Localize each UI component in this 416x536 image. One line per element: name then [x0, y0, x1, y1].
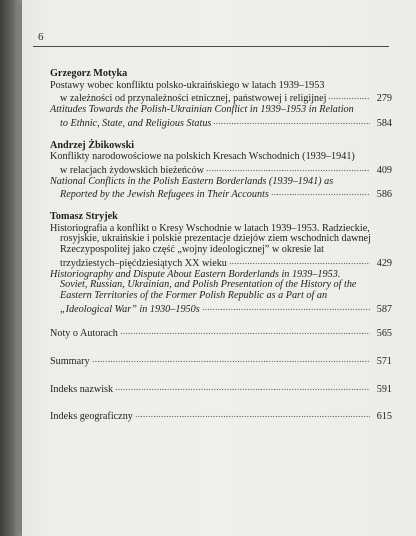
page-reference: 591	[376, 383, 392, 395]
toc-entry	[50, 382, 392, 396]
page-reference: 429	[376, 257, 392, 269]
table-of-contents	[50, 69, 392, 437]
toc-line-text: Noty o Autorach	[50, 328, 118, 340]
toc-section	[50, 212, 392, 315]
page-reference: 584	[376, 117, 392, 129]
toc-line-text: Indeks nazwisk	[50, 383, 114, 395]
toc-line-text: rosyjskie, ukraińskie i polskie prezentacje dziejów ziem wschodnich dawnej	[60, 233, 371, 245]
toc-line	[50, 163, 392, 177]
toc-line	[50, 302, 392, 316]
toc-sections	[50, 69, 392, 315]
toc-line-text: Soviet, Russian, Ukrainian, and Polish Presentation of the History of the	[60, 279, 357, 291]
page-reference: 586	[376, 189, 392, 201]
book-spine-edge	[0, 0, 22, 536]
page-reference: 571	[376, 356, 392, 368]
author-name: Andrzej Żbikowski	[50, 139, 135, 151]
author-name: Grzegorz Motyka	[50, 68, 128, 79]
toc-line-text: Attitudes Towards the Polish-Ukrainian Conflict in 1939–1953 in Relation	[50, 104, 354, 116]
toc-line-text: Indeks geograficzny	[50, 411, 133, 423]
page-reference: 279	[376, 93, 392, 105]
dot-leader	[229, 255, 370, 265]
toc-line-text: Konflikty narodowościowe na polskich Kresach Wschodnich (1939–1941)	[50, 151, 355, 163]
toc-line-text: Eastern Territories of the Former Polish Republic as a Part of an	[60, 289, 328, 301]
dot-leader	[213, 115, 370, 125]
header-rule	[33, 46, 389, 47]
page-reference: 409	[376, 164, 392, 176]
author-name: Tomasz Stryjek	[50, 211, 118, 223]
toc-line-text: Reported by the Jewish Refugees in Their Accounts	[60, 189, 269, 201]
toc-line	[50, 256, 392, 270]
toc-line	[50, 187, 392, 201]
page-reference: 587	[376, 303, 392, 315]
toc-line	[50, 91, 392, 105]
dot-leader	[135, 408, 370, 418]
toc-entry	[50, 354, 392, 368]
toc-line-text: Postawy wobec konfliktu polsko-ukraińskiego w latach 1939–1953	[50, 79, 325, 91]
toc-line-text: to Ethnic, State, and Religious Status	[60, 117, 212, 129]
toc-entries	[50, 326, 392, 423]
toc-line-text: Historiography and Dispute About Eastern Borderlands in 1939–1953.	[50, 268, 341, 280]
toc-entry	[50, 326, 392, 340]
toc-line-text: „Ideological War” in 1930–1950s	[60, 303, 200, 315]
dot-leader	[92, 353, 370, 363]
toc-section	[50, 141, 392, 202]
toc-line-text: w zależności od przynależności etnicznej, państwowej i religijnej	[60, 93, 327, 105]
toc-line-text: trzydziestych–pięćdziesiątych XX wieku	[60, 257, 227, 269]
toc-line-text: Rzeczypospolitej jako część „wojny ideologicznej” w okresie lat	[60, 244, 324, 256]
toc-entry	[50, 409, 392, 423]
toc-line-text: Summary	[50, 356, 90, 368]
dot-leader	[115, 381, 370, 391]
page-number: 6	[38, 31, 44, 43]
toc-line	[50, 116, 392, 130]
toc-section	[50, 69, 392, 130]
dot-leader	[271, 186, 370, 196]
page-reference: 565	[376, 328, 392, 340]
dot-leader	[206, 162, 370, 172]
toc-line-text: w relacjach żydowskich bieżeńców	[60, 164, 204, 176]
dot-leader	[120, 325, 370, 335]
page-reference: 615	[376, 411, 392, 423]
dot-leader	[328, 90, 370, 100]
dot-leader	[202, 301, 370, 311]
toc-line-text: National Conflicts in the Polish Eastern Borderlands (1939–1941) as	[50, 175, 334, 187]
toc-line-text: Historiografia a konflikt o Kresy Wschodnie w latach 1939–1953. Radzieckie,	[50, 222, 370, 234]
